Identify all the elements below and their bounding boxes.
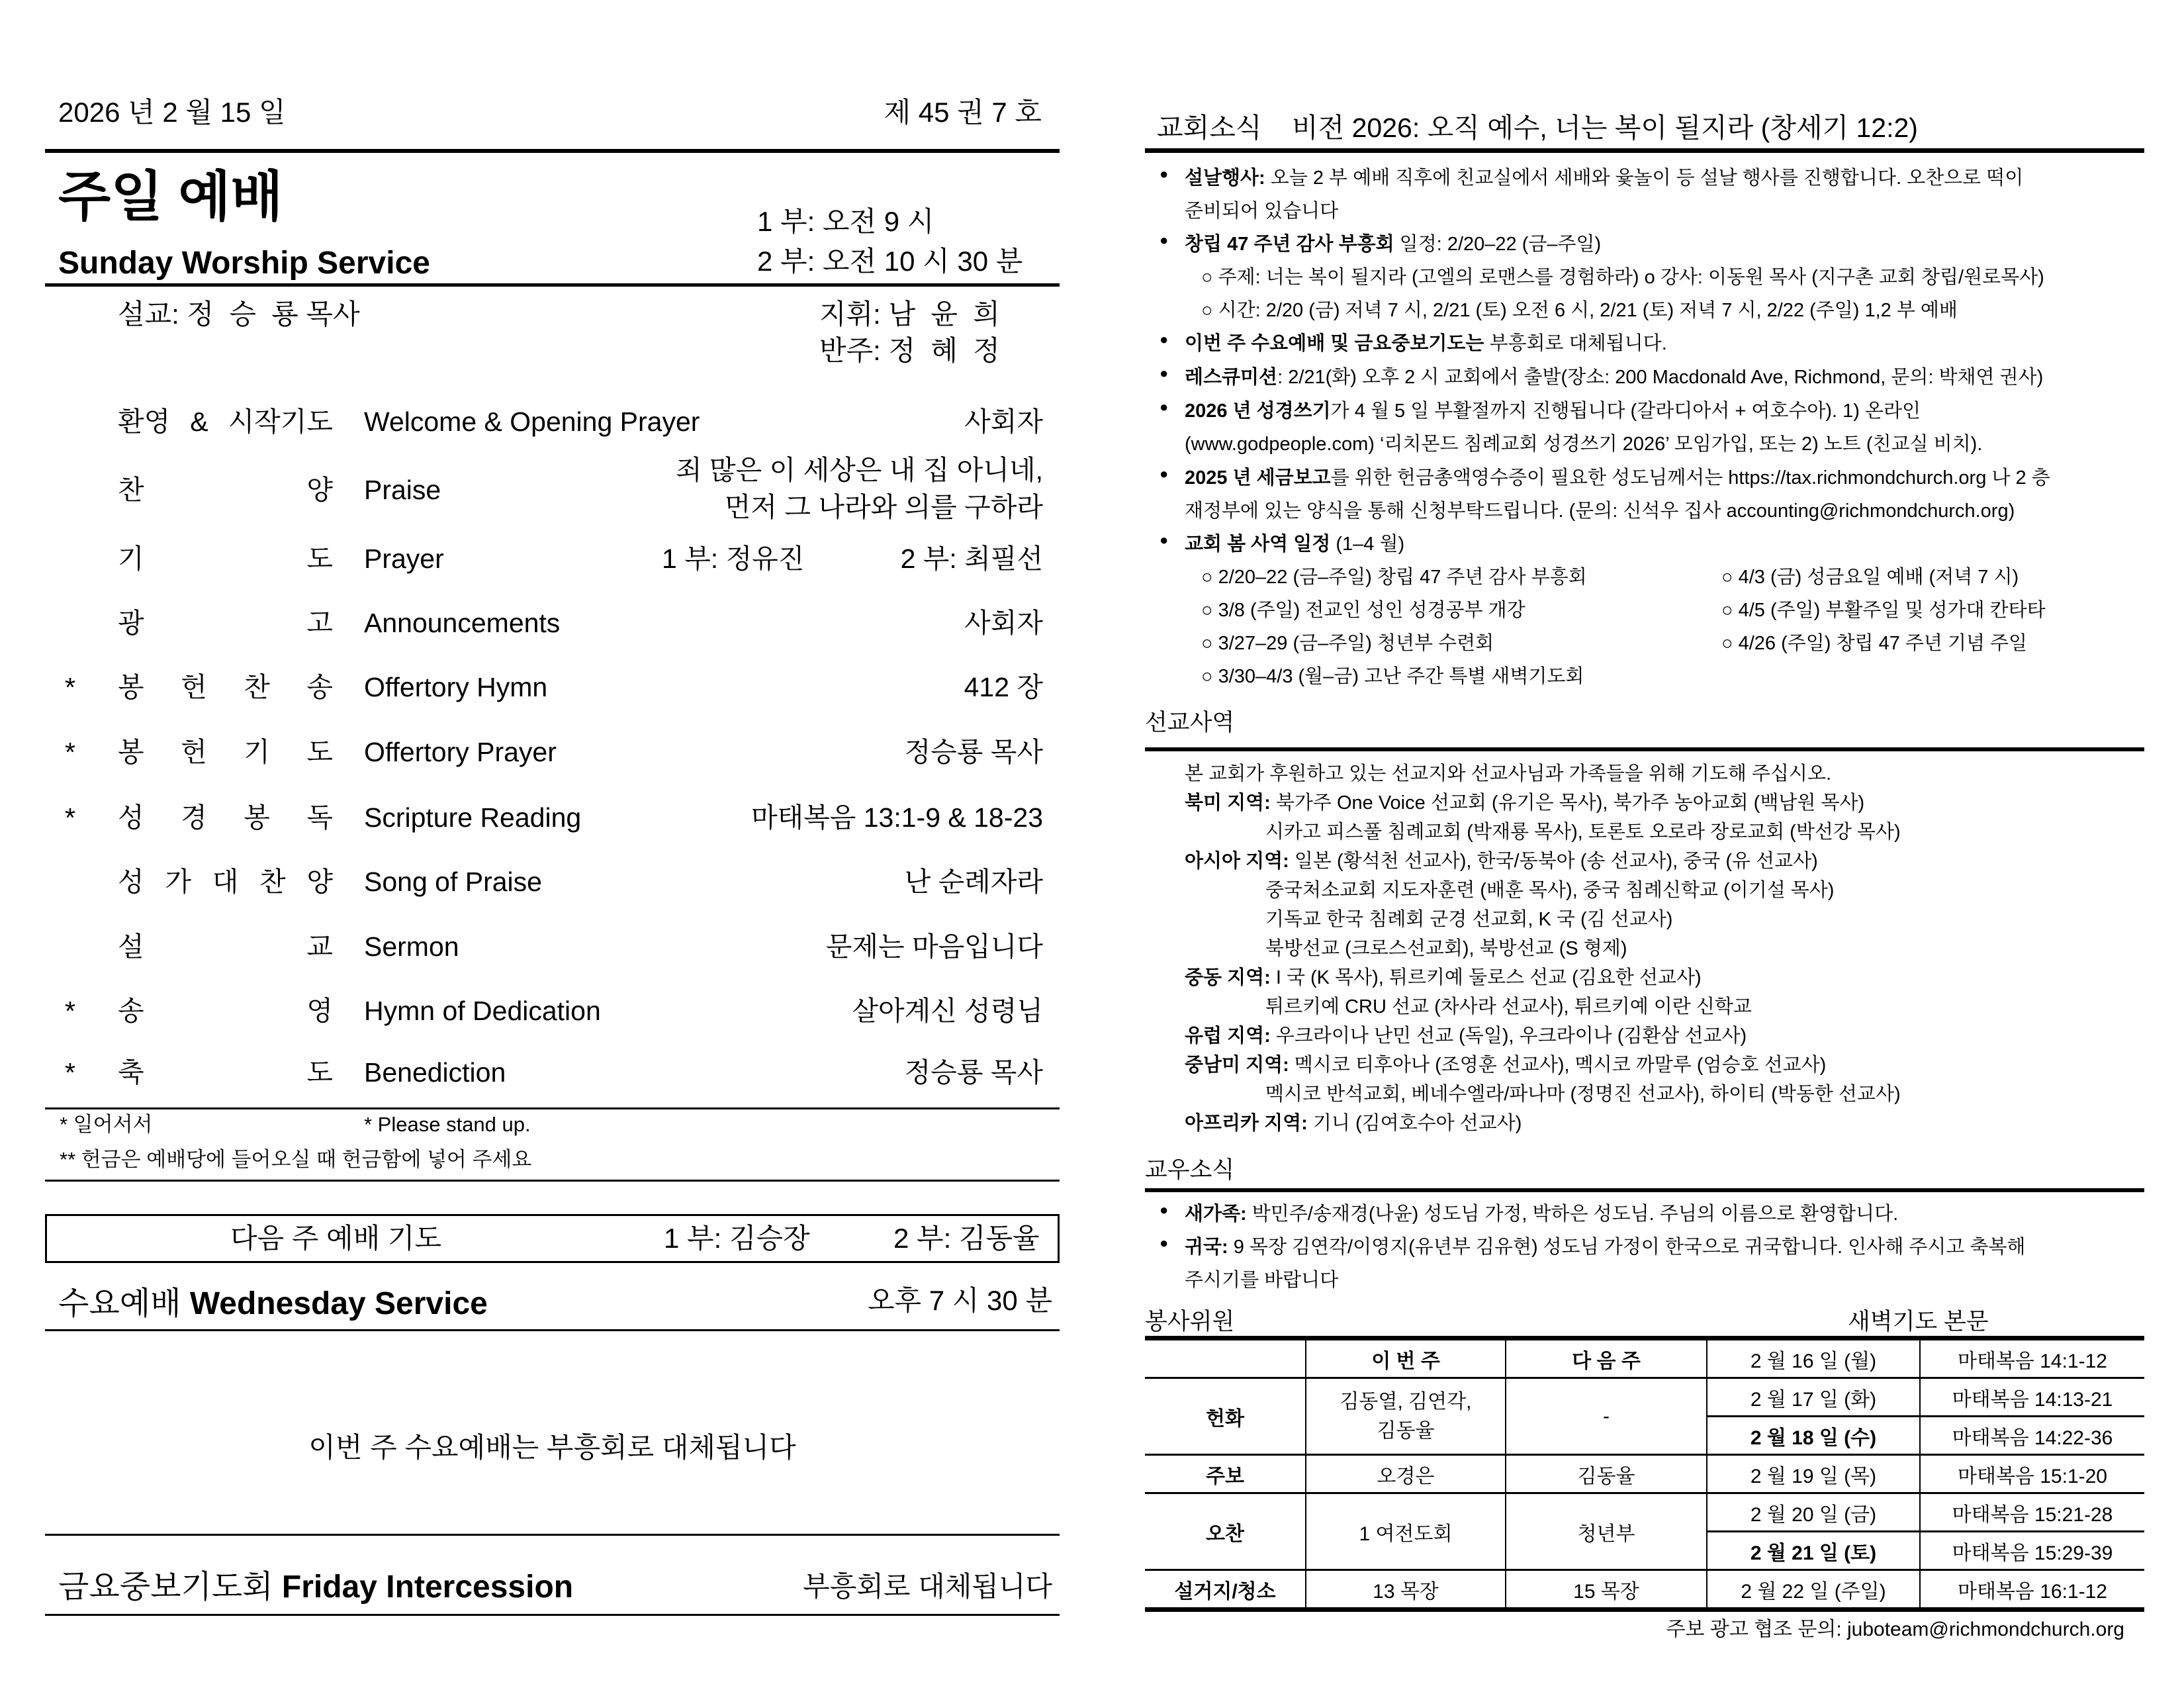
order-row <box>0 1053 1092 1092</box>
divider <box>1145 1188 2144 1192</box>
stand-marker: * <box>65 1057 75 1088</box>
table-cell <box>1145 1338 1306 1378</box>
region-label: 중남미 지역: <box>1185 1055 1289 1076</box>
table-row <box>1145 1378 2144 1417</box>
region-text: I 국 (K 목사), 튀르키예 둘로스 선교 (김요한 선교사) <box>1275 967 1702 988</box>
news-item-title: 레스큐미션 <box>1185 367 1278 388</box>
news-title: 교회소식 <box>1157 113 1262 143</box>
order-label-en: Welcome & Opening Prayer <box>364 406 700 437</box>
circle-bullet-icon: ○ <box>1201 666 1218 687</box>
table-row <box>1145 1455 2144 1493</box>
circle-bullet-icon: ○ <box>1201 600 1218 621</box>
mission-region <box>1185 1051 1826 1080</box>
next-week-cell: 김동율 <box>1506 1455 1707 1493</box>
circle-bullet-icon: ○ <box>1201 567 1218 588</box>
dawn-prayer-heading: 새벽기도 본문 <box>1848 1309 1989 1335</box>
stand-marker: * <box>65 672 75 702</box>
order-label-ko: 축 도 <box>118 1057 333 1088</box>
order-label-ko: 환영 & 시작기도 <box>118 406 333 437</box>
bullet-icon: ● <box>1160 365 1169 381</box>
news-subitem-text: 주제: 너는 복이 될지라 (고엘의 로맨스를 경험하라) o 강사: 이동원 목사 (지구촌 교회 창립/원로목사) <box>1218 267 2044 288</box>
dawn-passage: 마태복음 16:1-12 <box>1920 1570 2144 1610</box>
order-row <box>0 667 1092 707</box>
news-item-cont: 재정부에 있는 양식을 통해 신청부탁드립니다. (문의: 신석우 집사 accounting@richmondchurch.org) <box>1185 500 2015 522</box>
order-label-en: Offertory Prayer <box>364 737 557 767</box>
news-subitem <box>1201 261 2044 294</box>
stand-marker: * <box>65 737 75 767</box>
order-label-en: Hymn of Dedication <box>364 996 601 1026</box>
wednesday-title-ko: 수요예배 <box>58 1286 181 1321</box>
order-label-ko: 찬 양 <box>118 475 333 505</box>
region-label: 중동 지역: <box>1185 967 1271 988</box>
news-item <box>1185 528 1404 561</box>
region-text: 일본 (황석천 선교사), 한국/동북아 (송 선교사), 중국 (유 선교사) <box>1294 851 1818 872</box>
news-item <box>1185 461 2050 494</box>
news-item <box>1185 327 1667 360</box>
order-label-ko: 송 영 <box>118 996 333 1026</box>
order-value: 정승룡 목사 <box>904 737 1043 767</box>
bulletin-date: 2026 년 2 월 15 일 <box>58 97 286 128</box>
vision-statement: 비전 2026: 오직 예수, 너는 복이 될지라 (창세기 12:2) <box>1292 113 1918 143</box>
dawn-passage: 마태복음 14:1-12 <box>1920 1338 2144 1378</box>
divider <box>45 1534 1060 1536</box>
order-label-ko: 설 교 <box>118 931 333 962</box>
bullet-icon: ● <box>1160 1201 1169 1218</box>
region-text: 멕시코 티후아나 (조영훈 선교사), 멕시코 까말루 (엄승호 선교사) <box>1294 1055 1827 1076</box>
accompanist: 반주: 정 혜 정 <box>819 335 1000 366</box>
divider <box>45 149 1060 153</box>
schedule-text: 3/27–29 (금–주일) 청년부 수련회 <box>1218 633 1494 654</box>
order-row <box>0 798 1092 837</box>
circle-bullet-icon: ○ <box>1721 567 1739 588</box>
members-heading: 교우소식 <box>1145 1157 1235 1183</box>
news-item <box>1185 162 2023 195</box>
news-item-title: 교회 봄 사역 일정 <box>1185 534 1331 555</box>
role-name: 설거지/청소 <box>1145 1570 1306 1610</box>
news-item-text: (1–4 월) <box>1330 534 1405 555</box>
news-item-cont: (www.godpeople.com) ‘리치몬드 침례교회 성경쓰기 2026’ 모임가입, 또는 2) 노트 (친교실 비치). <box>1185 434 1983 455</box>
schedule-text: 4/3 (금) 성금요일 예배 (저녁 7 시) <box>1738 567 2019 588</box>
dawn-date: 2 월 21 일 (토) <box>1707 1532 1920 1570</box>
stand-marker: * <box>65 802 75 833</box>
news-item-text: 가 4 월 5 일 부활절까지 진행됩니다 (갈라디아서 + 여호수아). 1) 온라인 <box>1330 400 1921 422</box>
role-name: 헌화 <box>1145 1378 1306 1455</box>
schedule-text: 4/26 (주일) 창립 47 주년 기념 주일 <box>1738 633 2028 654</box>
region-label: 북미 지역: <box>1185 792 1271 814</box>
table-row <box>1145 1570 2144 1610</box>
news-subitem <box>1201 294 1958 327</box>
order-label-en: Announcements <box>364 608 561 638</box>
order-label-ko: 기 도 <box>118 543 333 574</box>
next-week-prayer-box <box>45 1214 1060 1263</box>
order-label-en: Song of Praise <box>364 867 542 897</box>
dawn-date: 2 월 20 일 (금) <box>1707 1493 1920 1532</box>
service-table <box>1145 1336 2144 1612</box>
dawn-date: 2 월 22 일 (주일) <box>1707 1570 1920 1610</box>
mission-region <box>1185 1109 1522 1138</box>
next-week-cell: 청년부 <box>1506 1493 1707 1570</box>
dawn-date: 2 월 19 일 (목) <box>1707 1455 1920 1493</box>
order-label-ko: 봉 헌 기 도 <box>118 737 333 767</box>
service-time-2: 2 부: 오전 10 시 30 분 <box>757 246 1023 277</box>
friday-title-ko: 금요중보기도회 <box>58 1570 273 1605</box>
footnote-stand-en: * Please stand up. <box>364 1113 531 1136</box>
dawn-passage: 마태복음 15:1-20 <box>1920 1455 2144 1493</box>
order-value: 살아계신 성령님 <box>852 996 1043 1026</box>
schedule-text: 3/8 (주일) 전교인 성인 성경공부 개강 <box>1218 600 1525 621</box>
news-item-title: 2025 년 세금보고 <box>1185 467 1331 489</box>
order-row <box>0 402 1092 442</box>
divider <box>45 1329 1060 1331</box>
region-text: 북방선교 (크로스선교회), 북방선교 (S 형제) <box>1265 938 1627 959</box>
bullet-icon: ● <box>1160 165 1169 182</box>
dawn-date: 2 월 18 일 (수) <box>1707 1417 1920 1455</box>
mission-region <box>1185 1021 1747 1051</box>
assignee: 김동열, 김연각, <box>1340 1390 1472 1413</box>
divider <box>45 1180 1060 1182</box>
mission-region <box>1185 963 1702 992</box>
region-text: 북가주 One Voice 선교회 (유기은 목사), 북가주 농아교회 (백남원 목사) <box>1275 792 1865 814</box>
news-item-text: : 2/21(화) 오후 2 시 교회에서 출발(장소: 200 Macdonald Ave, Richmond, 문의: 박채연 권사) <box>1277 367 2044 388</box>
order-value: 2 부: 최필선 <box>900 543 1043 574</box>
footer-contact: 주보 광고 협조 문의: juboteam@richmondchurch.org <box>1666 1618 2124 1640</box>
member-item-title: 새가족: <box>1185 1203 1247 1225</box>
divider <box>45 283 1060 287</box>
table-row <box>1145 1338 2144 1378</box>
schedule-item <box>1201 627 1494 660</box>
order-row <box>0 732 1092 772</box>
friday-title <box>58 1568 573 1607</box>
schedule-item <box>1721 594 2046 627</box>
order-row <box>0 603 1092 643</box>
schedule-text: 2/20–22 (금–주일) 창립 47 주년 감사 부흥회 <box>1218 567 1587 588</box>
schedule-item <box>1201 594 1525 627</box>
bullet-icon: ● <box>1160 465 1169 482</box>
order-label-en: Benediction <box>364 1057 506 1088</box>
next-week-cell: - <box>1506 1378 1707 1455</box>
order-row <box>0 927 1092 966</box>
order-row <box>0 539 1092 579</box>
sunday-title-ko: 주일 예배 <box>58 167 283 227</box>
news-item <box>1185 228 1601 261</box>
order-label-ko: 성 가 대 찬 양 <box>118 867 333 897</box>
order-label-en: Offertory Hymn <box>364 672 548 702</box>
order-value: 정승룡 목사 <box>904 1057 1043 1088</box>
dawn-passage: 마태복음 15:21-28 <box>1920 1493 2144 1532</box>
bullet-icon: ● <box>1160 399 1169 415</box>
region-label: 아프리카 지역: <box>1185 1113 1308 1134</box>
divider <box>1145 148 2144 153</box>
region-text: 멕시코 반석교회, 베네수엘라/파나마 (정명진 선교사), 하이티 (박동한 선교사) <box>1265 1084 1901 1105</box>
next-prayer-label: 다음 주 예배 기도 <box>230 1223 442 1254</box>
order-value: 죄 많은 이 세상은 내 집 아니네, <box>675 455 1043 485</box>
order-label-en: Scripture Reading <box>364 802 582 833</box>
circle-bullet-icon: ○ <box>1201 633 1218 654</box>
order-value: 마태복음 13:1-9 & 18-23 <box>751 802 1043 833</box>
mission-region <box>1185 847 1818 876</box>
conductor: 지휘: 남 윤 희 <box>819 299 1000 330</box>
this-week-cell: 1 여전도회 <box>1306 1493 1506 1570</box>
role-name: 주보 <box>1145 1455 1306 1493</box>
dawn-passage: 마태복음 14:22-36 <box>1920 1417 2144 1455</box>
order-value: 사회자 <box>964 406 1043 437</box>
region-text: 기독교 한국 침례회 군경 선교회, K 국 (김 선교사) <box>1265 909 1673 930</box>
dawn-passage: 마태복음 14:13-21 <box>1920 1378 2144 1417</box>
order-value: 412 장 <box>964 672 1043 702</box>
order-value: 먼저 그 나라와 의를 구하라 <box>724 492 1043 522</box>
wednesday-notice: 이번 주 수요예배는 부흥회로 대체됩니다 <box>308 1432 796 1463</box>
dawn-passage: 마태복음 15:29-39 <box>1920 1532 2144 1570</box>
member-item-cont: 주시기를 바랍니다 <box>1185 1270 1339 1291</box>
divider <box>45 1614 1060 1616</box>
schedule-item <box>1721 627 2027 660</box>
region-text: 기니 (김여호수아 선교사) <box>1312 1113 1522 1134</box>
friday-notice: 부흥회로 대체됩니다 <box>803 1571 1052 1602</box>
news-item-text: 를 위한 헌금총액영수증이 필요한 성도님께서는 https://tax.richmondchurch.org 나 2 층 <box>1330 467 2050 489</box>
divider <box>45 1107 1060 1109</box>
order-label-ko: 광 고 <box>118 608 333 638</box>
news-item-text: 부흥회로 대체됩니다. <box>1484 333 1667 354</box>
member-item-text: 박민주/송재경(나윤) 성도님 가정, 박하은 성도님. 주님의 이름으로 환영합니다. <box>1246 1203 1899 1225</box>
column-header: 다 음 주 <box>1506 1338 1707 1378</box>
preacher: 설교: 정 승 룡 목사 <box>118 299 360 330</box>
missions-intro: 본 교회가 후원하고 있는 선교지와 선교사님과 가족들을 위해 기도해 주십시오. <box>1185 763 1832 784</box>
table-row <box>1145 1493 2144 1532</box>
order-row <box>0 455 1092 522</box>
service-time-1: 1 부: 오전 9 시 <box>757 206 934 237</box>
news-item <box>1185 395 1921 428</box>
bullet-icon: ● <box>1160 232 1169 248</box>
news-item-title: 2026 년 성경쓰기 <box>1185 400 1331 422</box>
news-heading <box>1157 111 1918 144</box>
news-item-text: 일정: 2/20–22 (금–주일) <box>1394 234 1602 255</box>
friday-title-en: Friday Intercession <box>281 1570 574 1605</box>
mission-region <box>1185 788 1864 818</box>
footnote-offering: ** 헌금은 예배당에 들어오실 때 헌금함에 넣어 주세요 <box>60 1148 532 1171</box>
dawn-date: 2 월 17 일 (화) <box>1707 1378 1920 1417</box>
news-item <box>1185 361 2043 394</box>
news-item-title: 창립 47 주년 감사 부흥회 <box>1185 234 1394 255</box>
bullet-icon: ● <box>1160 1235 1169 1251</box>
order-label-ko: 봉 헌 찬 송 <box>118 672 333 702</box>
member-item-text: 9 목장 김연각/이영지(유년부 김유현) 성도님 가정이 한국으로 귀국합니다. 인사해 주시고 축복해 <box>1228 1237 2026 1258</box>
region-label: 유럽 지역: <box>1185 1025 1271 1047</box>
circle-bullet-icon: ○ <box>1201 300 1218 321</box>
news-item-title: 설날행사: <box>1185 167 1265 189</box>
order-row <box>0 862 1092 902</box>
wednesday-title-en: Wednesday Service <box>189 1286 488 1321</box>
member-item <box>1185 1231 2025 1264</box>
service-table-heading: 봉사위원 <box>1145 1309 1235 1335</box>
bullet-icon: ● <box>1160 532 1169 548</box>
region-text: 튀르키예 CRU 선교 (차사라 선교사), 튀르키예 이란 신학교 <box>1265 996 1752 1017</box>
news-item-text: 오늘 2 부 예배 직후에 친교실에서 세배와 윷놀이 등 설날 행사를 진행합니다. 오찬으로 떡이 <box>1265 167 2024 189</box>
region-text: 시카고 피스풀 침례교회 (박재룡 목사), 토론토 오로라 장로교회 (박선강 목사) <box>1265 821 1901 843</box>
region-text: 우크라이나 난민 선교 (독일), 우크라이나 (김환삼 선교사) <box>1275 1025 1747 1047</box>
order-label-en: Sermon <box>364 931 459 962</box>
schedule-text: 3/30–4/3 (월–금) 고난 주간 특별 새벽기도회 <box>1218 666 1584 687</box>
circle-bullet-icon: ○ <box>1721 633 1739 654</box>
region-text: 중국처소교회 지도자훈련 (배훈 목사), 중국 침례신학교 (이기설 목사) <box>1265 880 1835 901</box>
order-label-en: Prayer <box>364 543 444 574</box>
footnote-stand-ko: * 일어서서 <box>60 1113 153 1136</box>
bullet-icon: ● <box>1160 331 1169 348</box>
next-prayer-first: 1 부: 김승장 <box>664 1223 810 1254</box>
order-value: 난 순례자라 <box>904 867 1043 897</box>
schedule-item <box>1201 660 1584 693</box>
news-item-title: 이번 주 수요예배 및 금요중보기도는 <box>1185 333 1484 354</box>
schedule-item <box>1721 561 2019 594</box>
member-item <box>1185 1197 1898 1231</box>
next-prayer-second: 2 부: 김동율 <box>893 1223 1040 1254</box>
wednesday-time: 오후 7 시 30 분 <box>867 1285 1052 1316</box>
news-item-cont: 준비되어 있습니다 <box>1185 201 1339 222</box>
this-week-cell: 13 목장 <box>1306 1570 1506 1610</box>
order-value: 사회자 <box>964 608 1043 638</box>
sunday-title-en: Sunday Worship Service <box>58 246 430 281</box>
order-value: 문제는 마음입니다 <box>825 931 1043 962</box>
circle-bullet-icon: ○ <box>1721 600 1739 621</box>
member-item-title: 귀국: <box>1185 1237 1228 1258</box>
order-label-en: Praise <box>364 475 441 505</box>
stand-marker: * <box>65 996 75 1026</box>
divider <box>1145 747 2144 751</box>
order-value: 1 부: 정유진 <box>662 543 805 574</box>
this-week-cell: 오경은 <box>1306 1455 1506 1493</box>
issue-number: 제 45 권 7 호 <box>884 97 1042 128</box>
schedule-item <box>1201 561 1587 594</box>
assignee: 김동율 <box>1377 1419 1435 1442</box>
column-header: 이 번 주 <box>1306 1338 1506 1378</box>
schedule-text: 4/5 (주일) 부활주일 및 성가대 칸타타 <box>1738 600 2046 621</box>
circle-bullet-icon: ○ <box>1201 267 1218 288</box>
news-subitem-text: 시간: 2/20 (금) 저녁 7 시, 2/21 (토) 오전 6 시, 2/21 (토) 저녁 7 시, 2/22 (주일) 1,2 부 예배 <box>1218 300 1958 321</box>
order-label-ko: 성 경 봉 독 <box>118 802 333 833</box>
order-row <box>0 991 1092 1031</box>
next-week-cell: 15 목장 <box>1506 1570 1707 1610</box>
missions-heading: 선교사역 <box>1145 710 1235 735</box>
dawn-date: 2 월 16 일 (월) <box>1707 1338 1920 1378</box>
this-week-cell <box>1306 1378 1506 1455</box>
region-label: 아시아 지역: <box>1185 851 1289 872</box>
role-name: 오찬 <box>1145 1493 1306 1570</box>
wednesday-title <box>58 1284 488 1324</box>
